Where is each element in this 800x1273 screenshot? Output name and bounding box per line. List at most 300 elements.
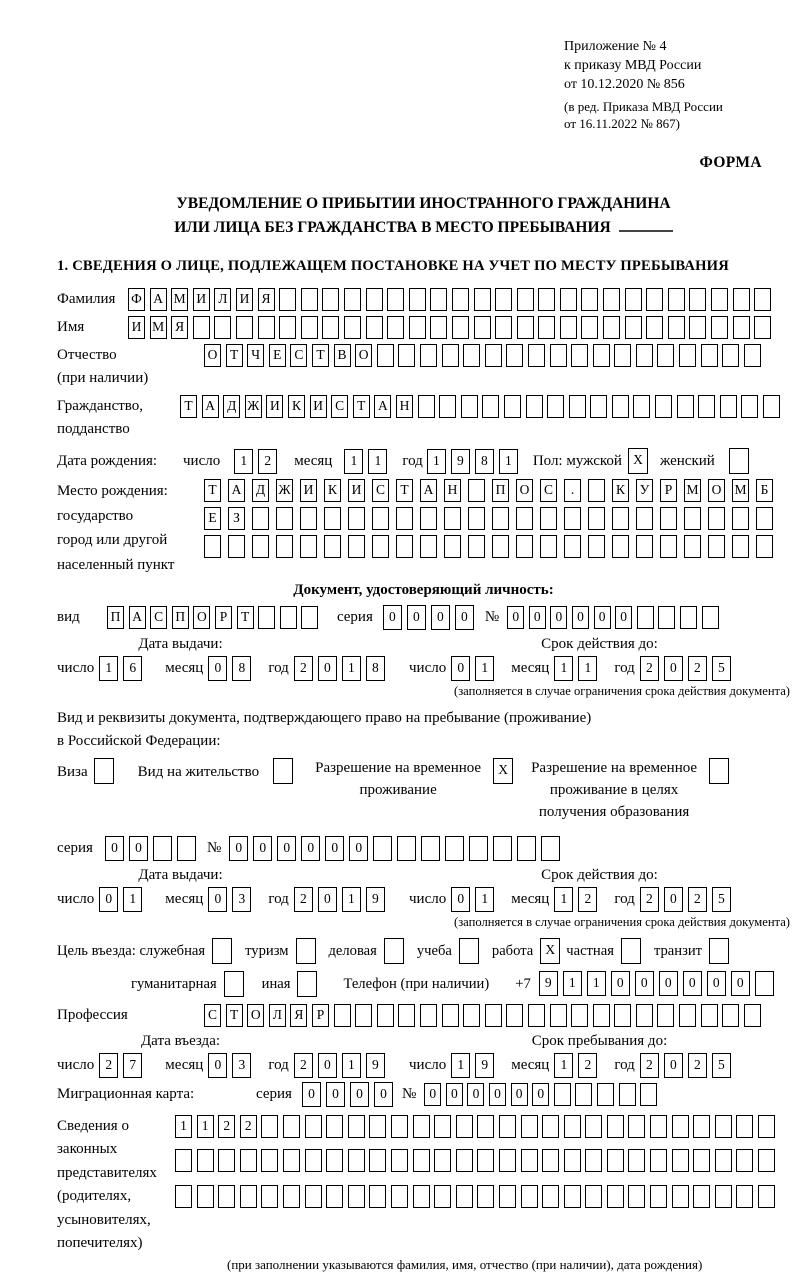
char-cell[interactable]: У (636, 479, 653, 502)
char-cell[interactable] (258, 316, 275, 339)
char-cell[interactable]: 0 (455, 605, 474, 630)
char-cell[interactable]: 0 (350, 1082, 369, 1107)
char-cell[interactable]: Я (258, 288, 275, 311)
char-cell[interactable] (588, 535, 605, 558)
char-cell[interactable] (300, 507, 317, 530)
char-cell[interactable]: 0 (302, 1082, 321, 1107)
char-cell[interactable] (301, 316, 318, 339)
char-cell[interactable] (280, 606, 297, 629)
char-cell[interactable] (711, 316, 728, 339)
char-cell[interactable]: 8 (232, 656, 251, 681)
char-cell[interactable] (701, 1004, 718, 1027)
char-cell[interactable] (372, 507, 389, 530)
char-cell[interactable] (261, 1115, 278, 1138)
char-cell[interactable]: 6 (123, 656, 142, 681)
char-cell[interactable] (672, 1185, 689, 1208)
char-cell[interactable]: М (684, 479, 701, 502)
char-cell[interactable]: С (204, 1004, 221, 1027)
char-cell[interactable] (276, 507, 293, 530)
char-cell[interactable] (499, 1185, 516, 1208)
char-cell[interactable] (387, 316, 404, 339)
char-cell[interactable] (729, 448, 749, 474)
char-cell[interactable] (693, 1115, 710, 1138)
char-cell[interactable]: О (516, 479, 533, 502)
char-cell[interactable]: 1 (499, 449, 518, 474)
char-cell[interactable] (477, 1149, 494, 1172)
char-cell[interactable] (240, 1185, 257, 1208)
char-cell[interactable] (741, 395, 758, 418)
char-cell[interactable]: 2 (294, 1053, 313, 1078)
char-cell[interactable] (499, 1149, 516, 1172)
char-cell[interactable] (418, 395, 435, 418)
char-cell[interactable] (693, 1149, 710, 1172)
char-cell[interactable]: П (107, 606, 124, 629)
char-cell[interactable] (391, 1115, 408, 1138)
char-cell[interactable]: М (150, 316, 167, 339)
char-cell[interactable]: С (150, 606, 167, 629)
char-cell[interactable]: Р (660, 479, 677, 502)
char-cell[interactable] (564, 535, 581, 558)
char-cell[interactable]: А (150, 288, 167, 311)
char-cell[interactable] (474, 288, 491, 311)
char-cell[interactable] (668, 288, 685, 311)
char-cell[interactable] (456, 1115, 473, 1138)
char-cell[interactable] (547, 395, 564, 418)
char-cell[interactable] (506, 344, 523, 367)
char-cell[interactable] (607, 1185, 624, 1208)
char-cell[interactable]: 9 (451, 449, 470, 474)
char-cell[interactable] (175, 1185, 192, 1208)
char-cell[interactable] (550, 344, 567, 367)
char-cell[interactable] (593, 1004, 610, 1027)
char-cell[interactable] (657, 1004, 674, 1027)
char-cell[interactable] (628, 1115, 645, 1138)
char-cell[interactable] (672, 1149, 689, 1172)
char-cell[interactable] (420, 507, 437, 530)
char-cell[interactable]: 0 (277, 836, 296, 861)
char-cell[interactable] (459, 938, 479, 964)
char-cell[interactable]: 0 (424, 1083, 441, 1106)
char-cell[interactable]: 0 (467, 1083, 484, 1106)
char-cell[interactable]: 0 (208, 656, 227, 681)
char-cell[interactable]: 1 (368, 449, 387, 474)
char-cell[interactable] (711, 288, 728, 311)
char-cell[interactable]: 7 (123, 1053, 142, 1078)
char-cell[interactable] (439, 395, 456, 418)
char-cell[interactable]: 0 (707, 971, 726, 996)
char-cell[interactable] (585, 1185, 602, 1208)
char-cell[interactable]: 0 (99, 887, 118, 912)
char-cell[interactable] (430, 316, 447, 339)
char-cell[interactable] (283, 1149, 300, 1172)
char-cell[interactable] (153, 836, 172, 861)
char-cell[interactable]: 2 (99, 1053, 118, 1078)
char-cell[interactable] (540, 507, 557, 530)
char-cell[interactable] (612, 395, 629, 418)
char-cell[interactable] (276, 535, 293, 558)
char-cell[interactable]: М (171, 288, 188, 311)
char-cell[interactable]: 0 (611, 971, 630, 996)
char-cell[interactable] (305, 1115, 322, 1138)
char-cell[interactable] (702, 606, 719, 629)
char-cell[interactable]: К (324, 479, 341, 502)
char-cell[interactable] (175, 1149, 192, 1172)
char-cell[interactable] (413, 1185, 430, 1208)
char-cell[interactable] (612, 535, 629, 558)
char-cell[interactable] (434, 1149, 451, 1172)
char-cell[interactable]: 1 (342, 656, 361, 681)
char-cell[interactable] (689, 288, 706, 311)
char-cell[interactable] (693, 1185, 710, 1208)
char-cell[interactable]: 1 (554, 1053, 573, 1078)
char-cell[interactable]: Е (269, 344, 286, 367)
char-cell[interactable] (413, 1149, 430, 1172)
char-cell[interactable]: Ф (128, 288, 145, 311)
char-cell[interactable] (445, 836, 464, 861)
char-cell[interactable]: С (331, 395, 348, 418)
char-cell[interactable] (564, 1149, 581, 1172)
char-cell[interactable]: 1 (99, 656, 118, 681)
char-cell[interactable] (420, 344, 437, 367)
char-cell[interactable] (444, 535, 461, 558)
char-cell[interactable]: 2 (578, 1053, 597, 1078)
char-cell[interactable]: А (202, 395, 219, 418)
char-cell[interactable]: К (612, 479, 629, 502)
char-cell[interactable] (625, 316, 642, 339)
char-cell[interactable]: 0 (349, 836, 368, 861)
char-cell[interactable] (214, 316, 231, 339)
char-cell[interactable] (413, 1115, 430, 1138)
char-cell[interactable]: 2 (240, 1115, 257, 1138)
char-cell[interactable]: 0 (489, 1083, 506, 1106)
char-cell[interactable]: Т (353, 395, 370, 418)
char-cell[interactable] (708, 507, 725, 530)
char-cell[interactable] (689, 316, 706, 339)
char-cell[interactable] (468, 535, 485, 558)
char-cell[interactable]: 1 (554, 656, 573, 681)
char-cell[interactable]: Р (215, 606, 232, 629)
char-cell[interactable] (434, 1185, 451, 1208)
char-cell[interactable] (603, 288, 620, 311)
char-cell[interactable]: . (564, 479, 581, 502)
char-cell[interactable]: 0 (446, 1083, 463, 1106)
char-cell[interactable]: 0 (208, 887, 227, 912)
char-cell[interactable] (660, 535, 677, 558)
char-cell[interactable] (224, 971, 244, 997)
char-cell[interactable] (240, 1149, 257, 1172)
char-cell[interactable]: 1 (451, 1053, 470, 1078)
char-cell[interactable] (722, 344, 739, 367)
char-cell[interactable] (709, 938, 729, 964)
char-cell[interactable] (569, 395, 586, 418)
char-cell[interactable] (650, 1185, 667, 1208)
char-cell[interactable] (344, 316, 361, 339)
char-cell[interactable]: Д (252, 479, 269, 502)
char-cell[interactable] (517, 288, 534, 311)
char-cell[interactable] (442, 1004, 459, 1027)
char-cell[interactable]: И (300, 479, 317, 502)
char-cell[interactable] (660, 507, 677, 530)
char-cell[interactable] (492, 507, 509, 530)
char-cell[interactable] (521, 1115, 538, 1138)
char-cell[interactable] (228, 535, 245, 558)
char-cell[interactable] (305, 1185, 322, 1208)
char-cell[interactable] (197, 1149, 214, 1172)
char-cell[interactable] (538, 316, 555, 339)
char-cell[interactable] (369, 1149, 386, 1172)
char-cell[interactable] (420, 535, 437, 558)
char-cell[interactable] (709, 758, 729, 784)
char-cell[interactable] (409, 316, 426, 339)
char-cell[interactable] (564, 1185, 581, 1208)
char-cell[interactable] (736, 1185, 753, 1208)
char-cell[interactable] (384, 938, 404, 964)
char-cell[interactable] (554, 1083, 571, 1106)
char-cell[interactable]: А (374, 395, 391, 418)
char-cell[interactable]: 1 (475, 887, 494, 912)
char-cell[interactable] (732, 535, 749, 558)
char-cell[interactable]: П (172, 606, 189, 629)
char-cell[interactable] (636, 507, 653, 530)
char-cell[interactable]: 2 (640, 656, 659, 681)
char-cell[interactable]: 0 (529, 606, 546, 629)
char-cell[interactable] (593, 344, 610, 367)
char-cell[interactable]: 0 (325, 836, 344, 861)
char-cell[interactable] (612, 507, 629, 530)
char-cell[interactable]: 0 (318, 887, 337, 912)
char-cell[interactable]: 1 (175, 1115, 192, 1138)
char-cell[interactable]: Н (396, 395, 413, 418)
char-cell[interactable]: 2 (578, 887, 597, 912)
char-cell[interactable]: 0 (229, 836, 248, 861)
char-cell[interactable]: 3 (232, 887, 251, 912)
char-cell[interactable]: 0 (635, 971, 654, 996)
char-cell[interactable] (273, 758, 293, 784)
char-cell[interactable]: 0 (451, 887, 470, 912)
char-cell[interactable]: Р (312, 1004, 329, 1027)
char-cell[interactable] (521, 1185, 538, 1208)
char-cell[interactable] (560, 316, 577, 339)
char-cell[interactable]: В (334, 344, 351, 367)
char-cell[interactable] (430, 288, 447, 311)
char-cell[interactable]: К (288, 395, 305, 418)
char-cell[interactable]: X (493, 758, 513, 784)
char-cell[interactable]: 1 (554, 887, 573, 912)
char-cell[interactable] (326, 1185, 343, 1208)
char-cell[interactable]: Д (223, 395, 240, 418)
char-cell[interactable] (585, 1149, 602, 1172)
char-cell[interactable] (708, 535, 725, 558)
char-cell[interactable] (444, 507, 461, 530)
char-cell[interactable] (397, 836, 416, 861)
char-cell[interactable] (218, 1149, 235, 1172)
char-cell[interactable] (366, 288, 383, 311)
char-cell[interactable] (369, 1115, 386, 1138)
char-cell[interactable] (526, 395, 543, 418)
char-cell[interactable] (588, 507, 605, 530)
char-cell[interactable] (279, 316, 296, 339)
char-cell[interactable] (516, 507, 533, 530)
char-cell[interactable] (398, 1004, 415, 1027)
char-cell[interactable] (420, 1004, 437, 1027)
char-cell[interactable] (621, 938, 641, 964)
char-cell[interactable]: 0 (318, 656, 337, 681)
char-cell[interactable] (434, 1115, 451, 1138)
char-cell[interactable] (754, 316, 771, 339)
char-cell[interactable] (542, 1185, 559, 1208)
char-cell[interactable]: Е (204, 507, 221, 530)
char-cell[interactable] (680, 606, 697, 629)
char-cell[interactable] (463, 344, 480, 367)
char-cell[interactable] (655, 395, 672, 418)
char-cell[interactable]: 0 (532, 1083, 549, 1106)
char-cell[interactable]: 0 (407, 605, 426, 630)
char-cell[interactable] (597, 1083, 614, 1106)
char-cell[interactable]: 8 (475, 449, 494, 474)
char-cell[interactable] (628, 1149, 645, 1172)
char-cell[interactable] (516, 535, 533, 558)
char-cell[interactable] (646, 288, 663, 311)
char-cell[interactable]: 2 (218, 1115, 235, 1138)
char-cell[interactable]: 9 (366, 887, 385, 912)
char-cell[interactable] (736, 1149, 753, 1172)
char-cell[interactable] (571, 344, 588, 367)
char-cell[interactable]: 2 (640, 1053, 659, 1078)
char-cell[interactable] (650, 1115, 667, 1138)
char-cell[interactable]: Т (204, 479, 221, 502)
char-cell[interactable] (377, 1004, 394, 1027)
char-cell[interactable]: 1 (342, 887, 361, 912)
char-cell[interactable]: 0 (594, 606, 611, 629)
char-cell[interactable] (366, 316, 383, 339)
char-cell[interactable] (396, 535, 413, 558)
char-cell[interactable]: И (193, 288, 210, 311)
char-cell[interactable] (301, 288, 318, 311)
char-cell[interactable] (177, 836, 196, 861)
char-cell[interactable] (722, 1004, 739, 1027)
char-cell[interactable] (204, 535, 221, 558)
char-cell[interactable]: Ч (247, 344, 264, 367)
char-cell[interactable] (754, 288, 771, 311)
char-cell[interactable] (369, 1185, 386, 1208)
char-cell[interactable]: 8 (366, 656, 385, 681)
char-cell[interactable] (614, 1004, 631, 1027)
char-cell[interactable] (300, 535, 317, 558)
char-cell[interactable] (521, 1149, 538, 1172)
char-cell[interactable]: 0 (374, 1082, 393, 1107)
char-cell[interactable] (398, 344, 415, 367)
char-cell[interactable] (658, 606, 675, 629)
char-cell[interactable]: С (540, 479, 557, 502)
char-cell[interactable] (283, 1115, 300, 1138)
char-cell[interactable]: 5 (712, 887, 731, 912)
char-cell[interactable]: 0 (507, 606, 524, 629)
char-cell[interactable]: 0 (208, 1053, 227, 1078)
char-cell[interactable] (698, 395, 715, 418)
char-cell[interactable] (391, 1185, 408, 1208)
char-cell[interactable] (348, 1149, 365, 1172)
char-cell[interactable] (297, 971, 317, 997)
char-cell[interactable] (581, 288, 598, 311)
char-cell[interactable] (540, 535, 557, 558)
char-cell[interactable]: 0 (431, 605, 450, 630)
char-cell[interactable] (756, 507, 773, 530)
char-cell[interactable] (495, 288, 512, 311)
char-cell[interactable] (305, 1149, 322, 1172)
char-cell[interactable]: 5 (712, 1053, 731, 1078)
char-cell[interactable] (296, 938, 316, 964)
char-cell[interactable] (733, 288, 750, 311)
char-cell[interactable]: 0 (105, 836, 124, 861)
char-cell[interactable] (469, 836, 488, 861)
char-cell[interactable] (322, 316, 339, 339)
char-cell[interactable]: 0 (659, 971, 678, 996)
char-cell[interactable]: 0 (301, 836, 320, 861)
char-cell[interactable]: 1 (197, 1115, 214, 1138)
char-cell[interactable]: 1 (427, 449, 446, 474)
char-cell[interactable] (355, 1004, 372, 1027)
char-cell[interactable]: 1 (475, 656, 494, 681)
char-cell[interactable] (377, 344, 394, 367)
char-cell[interactable]: И (310, 395, 327, 418)
char-cell[interactable] (283, 1185, 300, 1208)
char-cell[interactable] (701, 344, 718, 367)
char-cell[interactable]: 2 (688, 1053, 707, 1078)
char-cell[interactable] (326, 1115, 343, 1138)
char-cell[interactable]: Т (180, 395, 197, 418)
char-cell[interactable] (684, 535, 701, 558)
char-cell[interactable] (387, 288, 404, 311)
char-cell[interactable]: Т (396, 479, 413, 502)
char-cell[interactable] (348, 1115, 365, 1138)
char-cell[interactable] (482, 395, 499, 418)
char-cell[interactable]: 0 (731, 971, 750, 996)
char-cell[interactable] (461, 395, 478, 418)
char-cell[interactable] (575, 1083, 592, 1106)
char-cell[interactable]: А (129, 606, 146, 629)
char-cell[interactable]: М (732, 479, 749, 502)
char-cell[interactable] (607, 1115, 624, 1138)
char-cell[interactable]: 2 (258, 449, 277, 474)
char-cell[interactable] (517, 316, 534, 339)
char-cell[interactable] (492, 535, 509, 558)
char-cell[interactable] (560, 288, 577, 311)
char-cell[interactable]: И (348, 479, 365, 502)
char-cell[interactable] (94, 758, 114, 784)
char-cell[interactable] (636, 535, 653, 558)
char-cell[interactable] (348, 535, 365, 558)
char-cell[interactable] (668, 316, 685, 339)
char-cell[interactable] (672, 1115, 689, 1138)
char-cell[interactable] (258, 606, 275, 629)
char-cell[interactable] (603, 316, 620, 339)
char-cell[interactable]: Я (290, 1004, 307, 1027)
char-cell[interactable] (334, 1004, 351, 1027)
char-cell[interactable] (756, 535, 773, 558)
char-cell[interactable]: Т (312, 344, 329, 367)
char-cell[interactable]: Я (171, 316, 188, 339)
char-cell[interactable] (468, 479, 485, 502)
char-cell[interactable] (744, 1004, 761, 1027)
char-cell[interactable] (348, 1185, 365, 1208)
char-cell[interactable]: 1 (344, 449, 363, 474)
char-cell[interactable] (636, 344, 653, 367)
char-cell[interactable]: С (290, 344, 307, 367)
char-cell[interactable]: 0 (683, 971, 702, 996)
char-cell[interactable]: 0 (253, 836, 272, 861)
char-cell[interactable] (252, 535, 269, 558)
char-cell[interactable] (538, 288, 555, 311)
